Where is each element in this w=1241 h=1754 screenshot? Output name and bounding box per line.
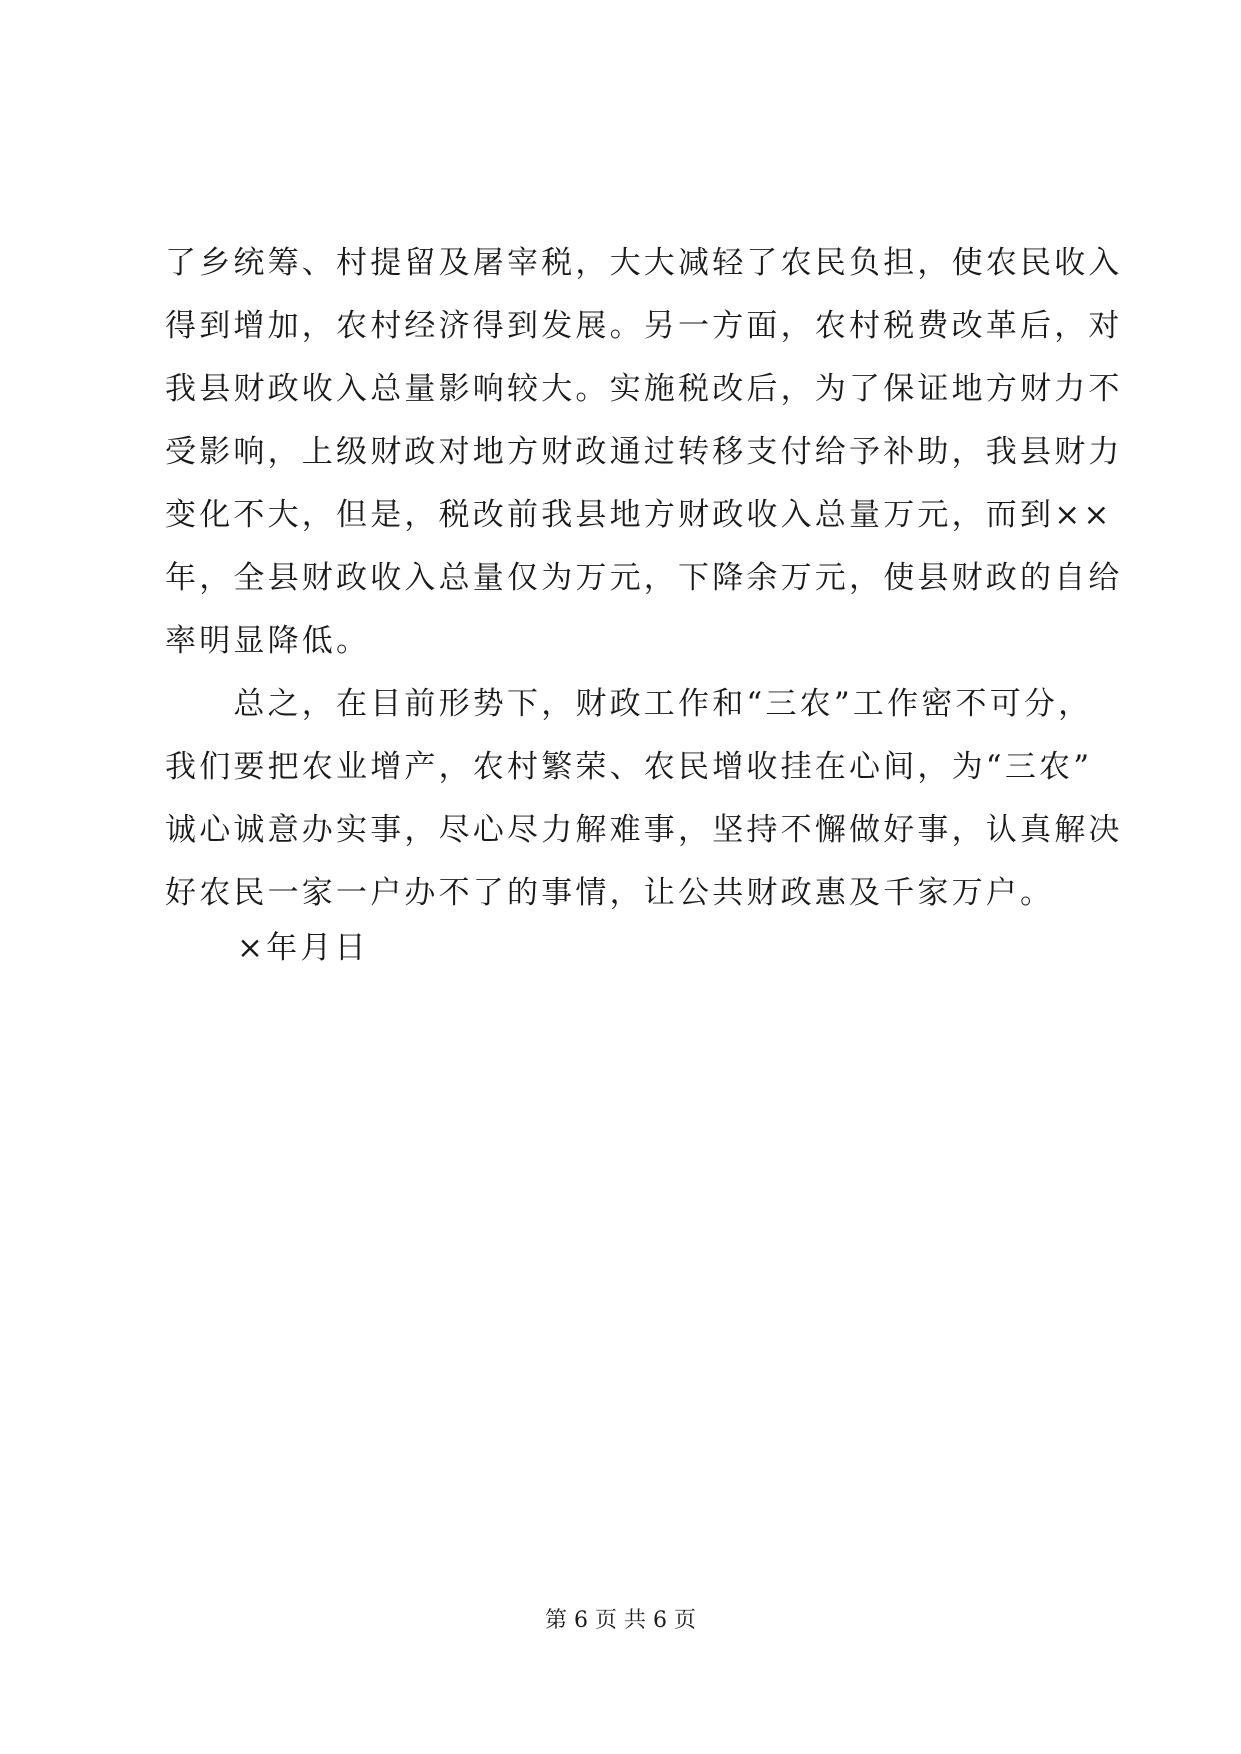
text-line: 总之，在目前形势下，财政工作和“三农”工作密不可分，	[165, 686, 1093, 722]
text-line: 得到增加，农村经济得到发展。另一方面，农村税费改革后，对	[165, 308, 1123, 344]
text-line: 率明显降低。	[165, 623, 371, 659]
text-line: 变化不大，但是，税改前我县地方财政收入总量万元，而到××	[165, 497, 1113, 533]
text-line: 我县财政收入总量影响较大。实施税改后，为了保证地方财力不	[165, 371, 1123, 407]
text-line: 受影响，上级财政对地方财政通过转移支付给予补助，我县财力	[165, 434, 1123, 470]
document-body	[165, 232, 1123, 925]
document-date: ×年月日	[237, 930, 369, 966]
text-line: 我们要把农业增产，农村繁荣、农民增收挂在心间，为“三农”	[165, 749, 1093, 785]
text-line: 年，全县财政收入总量仅为万元，下降余万元，使县财政的自给	[165, 560, 1123, 596]
text-line: 了乡统筹、村提留及屠宰税，大大减轻了农民负担，使农民收入	[165, 245, 1123, 281]
page-number-footer: 第 6 页 共 6 页	[545, 1608, 696, 1633]
text-line: 诚心诚意办实事，尽心尽力解难事，坚持不懈做好事，认真解决	[165, 812, 1123, 848]
text-line: 好农民一家一户办不了的事情，让公共财政惠及千家万户。	[165, 875, 1055, 911]
